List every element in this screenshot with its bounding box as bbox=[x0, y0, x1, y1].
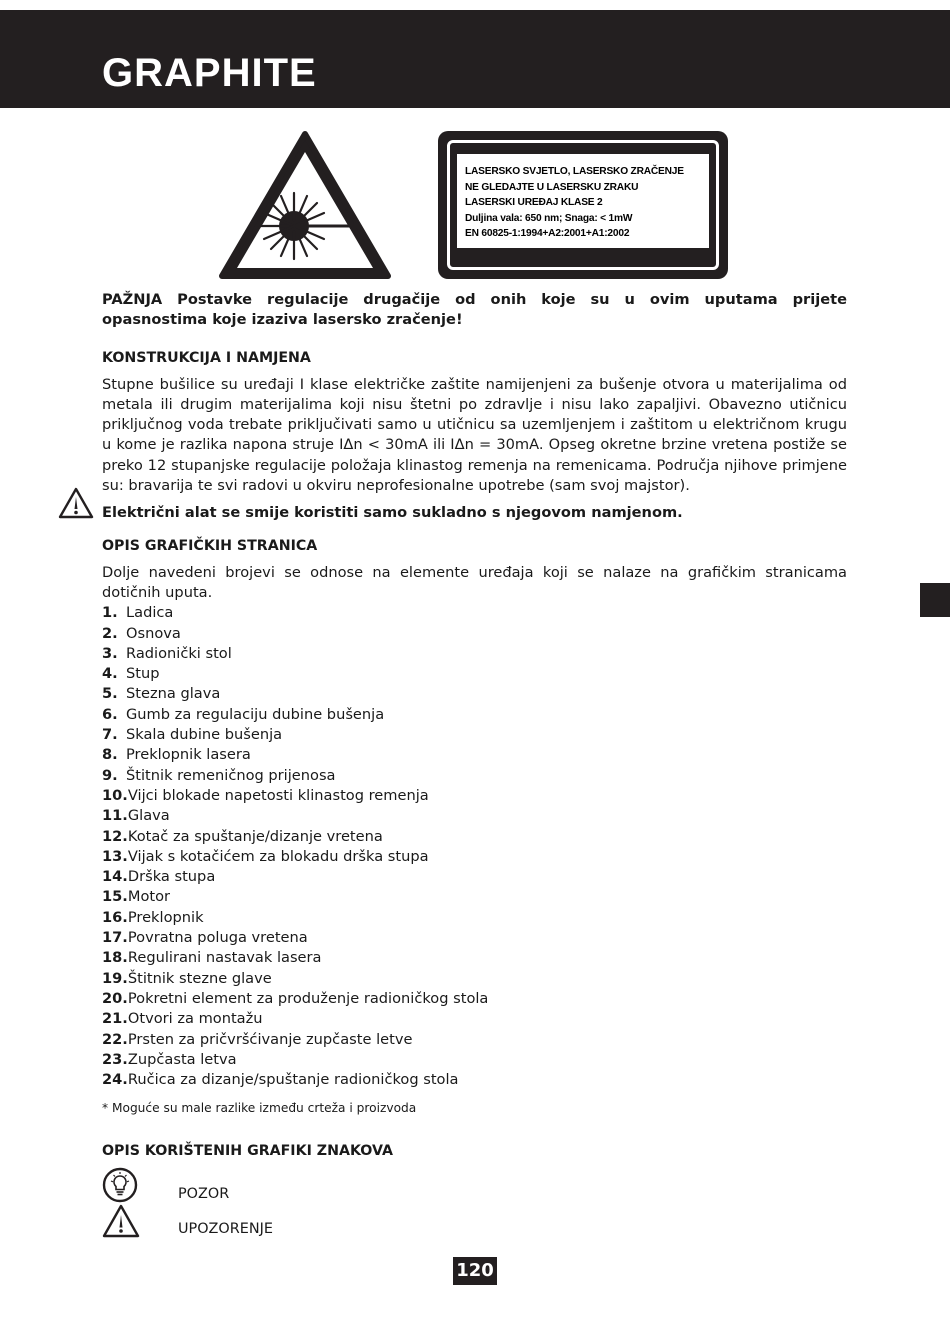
warning-icon bbox=[102, 1204, 140, 1238]
item-label: Gumb za regulaciju dubine bušenja bbox=[126, 705, 385, 723]
item-label: Glava bbox=[127, 807, 170, 825]
list-item bbox=[102, 725, 847, 745]
laser-hazard-icon bbox=[218, 130, 392, 280]
item-number: 6. bbox=[102, 705, 118, 723]
list-item bbox=[102, 766, 847, 786]
item-number: 5. bbox=[102, 685, 118, 703]
list-item bbox=[102, 705, 847, 725]
drawing-difference-note: * Moguće su male razlike između crteža i proizvoda bbox=[102, 1101, 417, 1116]
list-item bbox=[102, 603, 847, 623]
list-item bbox=[102, 786, 847, 806]
item-label: Ručica za dizanje/spuštanje radioničkog stola bbox=[127, 1071, 459, 1089]
list-item bbox=[102, 664, 847, 684]
parts-list bbox=[102, 603, 847, 1090]
item-number: 16. bbox=[102, 908, 128, 926]
item-number: 9. bbox=[102, 766, 118, 784]
graphic-pages-intro: Dolje navedeni brojevi se odnose na elemente uređaja koji se nalaze na grafičkim stranicama dotičnih uputa. bbox=[102, 563, 847, 601]
item-label: Regulirani nastavak lasera bbox=[127, 949, 322, 967]
item-number: 2. bbox=[102, 624, 118, 642]
item-number: 8. bbox=[102, 746, 118, 764]
item-number: 13. bbox=[102, 847, 128, 865]
list-item bbox=[102, 989, 847, 1009]
laser-label-line: NE GLEDAJTE U LASERSKU ZRAKU bbox=[465, 181, 639, 193]
list-item bbox=[102, 928, 847, 948]
construction-paragraph: Stupne bušilice su uređaji I klase električke zaštite namijenjeni za bušenje otvora u materijalima od metala ili drugim materijalima koji nisu štetni po zdravlje i nisu lako zapaljivi. Obavezno utičnicu priključnog voda trebate priključivati samo u utičnicu sa uzemljenjem i zaštitom u električnom krugu u kome je razlika napona struje IΔn < 30mA ili IΔn = 30mA. Opseg okretne brzine vretena postiže se preko 12 stupanjske regulacije položaja klinastog remenja na remenicama. Područja njihove primjene su: bravarija te svi radovi u okviru neprofesionalne upotrebe (sam svoj majstor). bbox=[102, 375, 847, 495]
item-label: Štitnik stezne glave bbox=[127, 969, 272, 987]
item-number: 1. bbox=[102, 604, 118, 622]
laser-warning-label bbox=[438, 131, 728, 279]
intended-use-warning bbox=[102, 503, 847, 523]
brand-logo: GRAPHITE bbox=[102, 51, 317, 95]
list-item bbox=[102, 684, 847, 704]
item-label: Preklopnik lasera bbox=[126, 746, 251, 764]
list-item bbox=[102, 969, 847, 989]
main-content bbox=[102, 290, 847, 1161]
list-item bbox=[102, 745, 847, 765]
item-label: Otvori za montažu bbox=[127, 1010, 263, 1028]
item-number: 14. bbox=[102, 868, 128, 886]
laser-label-line: LASERSKO SVJETLO, LASERSKO ZRAČENJE bbox=[465, 166, 684, 177]
item-number: 11. bbox=[102, 807, 128, 825]
item-label: Ladica bbox=[126, 604, 174, 622]
item-number: 21. bbox=[102, 1010, 128, 1028]
list-item bbox=[102, 887, 847, 907]
item-label: Povratna poluga vretena bbox=[127, 929, 308, 947]
item-number: 12. bbox=[102, 827, 128, 845]
item-label: Pokretni element za produženje radioničkog stola bbox=[127, 989, 489, 1007]
list-item bbox=[102, 1030, 847, 1050]
item-label: Skala dubine bušenja bbox=[126, 726, 283, 744]
item-label: Motor bbox=[127, 888, 171, 906]
section-title-graphic-pages: OPIS GRAFIČKIH STRANICA bbox=[102, 537, 318, 554]
section-title-symbols: OPIS KORIŠTENIH GRAFIKI ZNAKOVA bbox=[102, 1143, 393, 1160]
symbol-label-warning: UPOZORENJE bbox=[178, 1221, 273, 1237]
item-label: Drška stupa bbox=[127, 868, 216, 886]
laser-label-line: EN 60825-1:1994+A2:2001+A1:2002 bbox=[465, 228, 630, 239]
item-label: Stezna glava bbox=[126, 685, 221, 703]
page-number: 120 bbox=[453, 1257, 497, 1285]
list-item bbox=[102, 624, 847, 644]
list-item bbox=[102, 948, 847, 968]
item-label: Radionički stol bbox=[126, 644, 232, 662]
item-label: Preklopnik bbox=[127, 908, 204, 926]
item-label: Zupčasta letva bbox=[127, 1050, 237, 1068]
item-number: 19. bbox=[102, 969, 128, 987]
page-header bbox=[0, 10, 950, 108]
caution-paragraph bbox=[102, 290, 847, 331]
item-number: 7. bbox=[102, 726, 118, 744]
item-label: Kotač za spuštanje/dizanje vretena bbox=[127, 827, 383, 845]
item-label: Stup bbox=[126, 665, 160, 683]
list-item bbox=[102, 908, 847, 928]
item-label: Vijci blokade napetosti klinastog remenja bbox=[127, 786, 429, 804]
caution-lead: PAŽNJA bbox=[102, 291, 163, 308]
item-label: Osnova bbox=[126, 624, 181, 642]
item-number: 10. bbox=[102, 786, 128, 804]
list-item bbox=[102, 1050, 847, 1070]
bulb-icon bbox=[102, 1167, 138, 1203]
list-item bbox=[102, 847, 847, 867]
symbol-row-warning bbox=[102, 1204, 402, 1240]
section-tab-marker bbox=[920, 583, 950, 617]
list-item bbox=[102, 1070, 847, 1090]
item-number: 17. bbox=[102, 929, 128, 947]
item-label: Štitnik remeničnog prijenosa bbox=[126, 766, 336, 784]
symbol-row-caution bbox=[102, 1167, 402, 1203]
item-number: 23. bbox=[102, 1050, 128, 1068]
item-number: 4. bbox=[102, 665, 118, 683]
list-item bbox=[102, 827, 847, 847]
item-label: Prsten za pričvršćivanje zupčaste letve bbox=[127, 1030, 413, 1048]
item-number: 15. bbox=[102, 888, 128, 906]
laser-label-line: Duljina vala: 650 nm; Snaga: < 1mW bbox=[465, 212, 633, 224]
warning-icon bbox=[58, 487, 94, 519]
intended-use-warning-text: Električni alat se smije koristiti samo sukladno s njegovom namjenom. bbox=[102, 504, 683, 522]
laser-label-line: LASERSKI UREĐAJ KLASE 2 bbox=[465, 197, 603, 208]
symbol-label-caution: POZOR bbox=[178, 1186, 230, 1202]
caution-text: Postavke regulacije drugačije od onih koje su u ovim uputama prijete opasnostima koje izaziva lasersko zračenje! bbox=[102, 291, 847, 329]
list-item bbox=[102, 867, 847, 887]
item-number: 22. bbox=[102, 1030, 128, 1048]
item-number: 18. bbox=[102, 949, 128, 967]
list-item bbox=[102, 644, 847, 664]
section-title-construction: KONSTRUKCIJA I NAMJENA bbox=[102, 349, 311, 366]
item-number: 3. bbox=[102, 644, 118, 662]
item-number: 24. bbox=[102, 1071, 128, 1089]
list-item bbox=[102, 1009, 847, 1029]
list-item bbox=[102, 806, 847, 826]
item-number: 20. bbox=[102, 989, 128, 1007]
item-label: Vijak s kotačićem za blokadu drška stupa bbox=[127, 847, 429, 865]
